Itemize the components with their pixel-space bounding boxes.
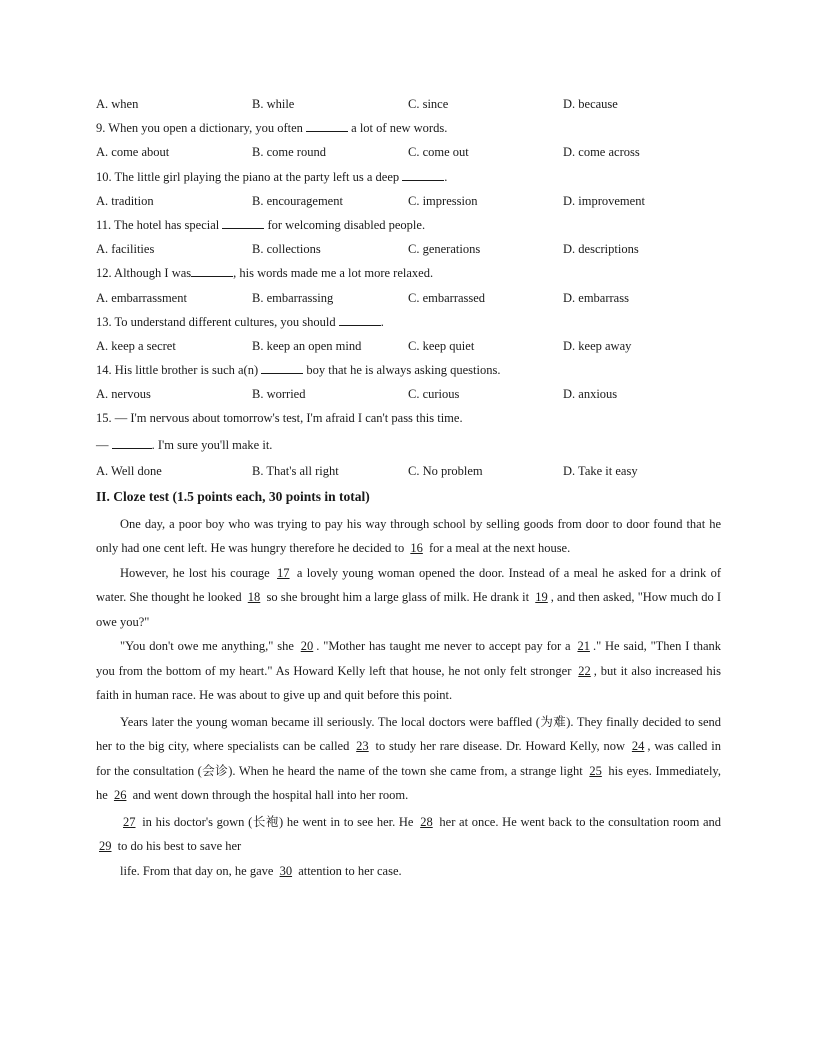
cloze-blank-20: 20	[300, 639, 314, 654]
q15-options	[96, 461, 721, 485]
q10-option-b: B. encouragement	[252, 193, 343, 208]
cloze-blank-24: 24	[631, 739, 645, 754]
q10-option-a: A. tradition	[96, 193, 154, 208]
q10-option-c: C. impression	[408, 193, 478, 208]
q8-option-a: A. when	[96, 97, 139, 111]
q12-option-b: B. embarrassing	[252, 290, 334, 305]
document-page	[96, 94, 721, 883]
cloze-blank-21: 21	[577, 639, 590, 654]
cloze-paragraph-6: life. From that day on, he gave 30 attention to her case.	[96, 859, 721, 884]
q9-stem: 9. When you open a dictionary, you often a lot of new words.	[96, 121, 448, 136]
q13-option-b: B. keep an open mind	[252, 338, 362, 353]
cloze-blank-18: 18	[247, 590, 261, 605]
q12-option-c: C. embarrassed	[408, 290, 486, 305]
q14-option-d: D. anxious	[563, 387, 618, 402]
q9-option-d: D. come across	[563, 145, 640, 160]
section-heading: II. Cloze test (1.5 points each, 30 points in total)	[96, 488, 370, 504]
q15-option-a: A. Well done	[96, 464, 162, 479]
q12-stem: 12. Although I was , his words made me a lot more relaxed.	[96, 266, 434, 281]
cloze-blank-26: 26	[113, 788, 127, 803]
cloze-blank-25: 25	[589, 763, 602, 778]
q15-option-d: D. Take it easy	[563, 464, 638, 479]
q8-option-d: D. because	[563, 97, 618, 111]
q14-option-b: B. worried	[252, 387, 306, 402]
q13-option-c: C. keep quiet	[408, 338, 475, 353]
answer-blank	[306, 120, 348, 132]
q14-option-c: C. curious	[408, 387, 460, 402]
cloze-blank-30: 30	[279, 863, 293, 878]
cloze-blank-23: 23	[356, 739, 369, 754]
answer-blank	[112, 437, 152, 449]
answer-blank	[339, 314, 381, 326]
q9-option-c: C. come out	[408, 145, 469, 160]
cloze-blank-16: 16	[410, 541, 423, 556]
q8-option-b: B. while	[252, 97, 295, 111]
q10-stem: 10. The little girl playing the piano at the party left us a deep .	[96, 169, 448, 184]
q11-option-d: D. descriptions	[563, 242, 639, 257]
q13-stem: 13. To understand different cultures, you should .	[96, 314, 384, 329]
cloze-blank-28: 28	[420, 814, 433, 829]
cloze-blank-22: 22	[578, 663, 591, 678]
q9-option-a: A. come about	[96, 145, 170, 160]
q10-options	[96, 191, 721, 215]
cloze-blank-19: 19	[535, 590, 548, 605]
cloze-blank-17: 17	[277, 565, 290, 580]
q14-options	[96, 384, 721, 408]
cloze-paragraph-3: "You don't owe me anything," she 20 . "Mother has taught me never to accept pay for a 21 ." He said, "Then I thank you from the bottom of my heart." As Howard Kelly left that house, he not only felt stronger 22 , but it also increased his faith in human race. He was about to give up and quit before this point.	[96, 634, 721, 708]
q14-stem: 14. His little brother is such a(n) boy that he is always asking questions.	[96, 363, 501, 378]
q13-option-d: D. keep away	[563, 338, 632, 353]
q9-options	[96, 142, 721, 166]
answer-blank	[402, 169, 444, 181]
q12-options	[96, 288, 721, 312]
q11-option-a: A. facilities	[96, 242, 155, 257]
q10-option-d: D. improvement	[563, 193, 645, 208]
cloze-paragraph-5: 27 in his doctor's gown (长袍) he went in to see her. He 28 her at once. He went back to the consultation room and 29 to do his best to save her	[96, 810, 721, 859]
cloze-paragraph-4: Years later the young woman became ill seriously. The local doctors were baffled (为难). They finally decided to send her to the big city, where specialists can be called 23 to study her rare disease. Dr. Howard Kelly, now 24 , was called in for the consultation (会诊). When he heard the name of the town she came from, a strange light 25 his eyes. Immediately, he 26 and went down through the hospital hall into her room.	[96, 710, 721, 808]
cloze-paragraph-1: One day, a poor boy who was trying to pay his way through school by selling goods from door to door found that he only had one cent left. He was hungry therefore he decided to 16 for a meal at the next house.	[96, 512, 721, 561]
q8-option-c: C. since	[408, 97, 449, 111]
q11-options	[96, 239, 721, 263]
answer-blank	[222, 217, 264, 229]
q11-option-b: B. collections	[252, 242, 321, 257]
q9-option-b: B. come round	[252, 145, 326, 160]
cloze-paragraph-2: However, he lost his courage 17 a lovely young woman opened the door. Instead of a meal he asked for a drink of water. She thought he looked 18 so she brought him a large glass of milk. He drank it 19 , and then asked, "How much do I owe you?"	[96, 561, 721, 635]
q14-option-a: A. nervous	[96, 387, 151, 402]
q13-options	[96, 336, 721, 360]
q15-option-c: C. No problem	[408, 464, 483, 479]
answer-blank	[261, 362, 303, 374]
cloze-blank-29: 29	[99, 839, 112, 854]
q8-options	[96, 94, 721, 118]
q15-option-b: B. That's all right	[252, 464, 339, 479]
q13-option-a: A. keep a secret	[96, 338, 176, 353]
q12-option-a: A. embarrassment	[96, 290, 187, 305]
q11-stem: 11. The hotel has special for welcoming disabled people.	[96, 217, 426, 232]
answer-blank	[191, 265, 233, 277]
q15-response: — . I'm sure you'll make it.	[96, 438, 273, 453]
q15-stem: 15. — I'm nervous about tomorrow's test, I'm afraid I can't pass this time.	[96, 411, 463, 426]
q12-option-d: D. embarrass	[563, 290, 629, 305]
q11-option-c: C. generations	[408, 242, 481, 257]
cloze-blank-27: 27	[123, 814, 136, 829]
